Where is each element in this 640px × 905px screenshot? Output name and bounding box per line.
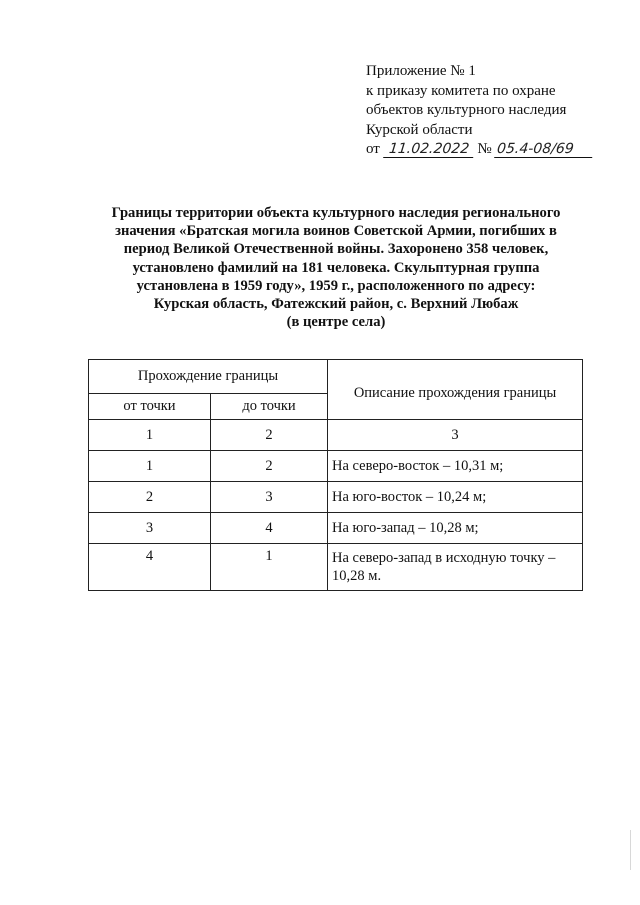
title-line: значения «Братская могила воинов Советской Армии, погибших в	[115, 223, 557, 240]
column-number-row	[89, 420, 583, 451]
table-row	[89, 513, 583, 544]
appendix-order-ref: к приказу комитета по охране	[366, 82, 556, 99]
header-boundary-passage: Прохождение границы	[89, 360, 328, 394]
column-number: 3	[328, 420, 583, 451]
header-boundary-description: Описание прохождения границы	[328, 360, 583, 420]
from-point-cell: 2	[89, 482, 211, 513]
appendix-title: Приложение № 1	[366, 63, 476, 79]
header-to-point: до точки	[211, 394, 328, 420]
table-row	[89, 544, 583, 591]
title-line: (в центре села)	[286, 314, 386, 331]
from-point-cell: 1	[89, 451, 211, 482]
number-label: №	[477, 141, 492, 157]
from-point-cell: 3	[89, 513, 211, 544]
title-line: Курская область, Фатежский район, с. Верхний Любаж	[153, 296, 519, 313]
title-line: установлена в 1959 году», 1959 г., расположенного по адресу:	[136, 277, 536, 294]
description-cell: На северо-восток – 10,31 м;	[328, 451, 583, 482]
appendix-date-number-line	[366, 140, 626, 160]
to-point-cell: 3	[211, 482, 328, 513]
description-cell: На северо-запад в исходную точку – 10,28 м.	[328, 544, 583, 591]
column-number: 2	[211, 420, 328, 451]
from-point-cell: 4	[89, 544, 211, 591]
appendix-committee: объектов культурного наследия	[366, 102, 567, 118]
title-line: Границы территории объекта культурного наследия регионального	[111, 205, 561, 221]
to-point-cell: 4	[211, 513, 328, 544]
column-number: 1	[89, 420, 211, 451]
description-cell: На юго-восток – 10,24 м;	[328, 482, 583, 513]
table-row	[89, 482, 583, 513]
table-row	[89, 451, 583, 482]
appendix-region: Курской области	[366, 121, 473, 138]
document-title	[86, 204, 586, 331]
scan-edge-mark	[630, 830, 631, 870]
title-line: период Великой Отечественной войны. Захоронено 358 человек,	[123, 241, 549, 258]
boundary-table	[88, 359, 583, 591]
to-point-cell: 1	[211, 544, 328, 591]
description-cell: На юго-запад – 10,28 м;	[328, 513, 583, 544]
from-label: от	[366, 141, 380, 157]
appendix-header	[366, 62, 626, 160]
order-number: 05.4-08/69	[495, 142, 595, 158]
to-point-cell: 2	[211, 451, 328, 482]
order-date: 11.02.2022	[383, 142, 475, 158]
title-line: установлено фамилий на 181 человека. Скульптурная группа	[132, 259, 540, 276]
header-from-point: от точки	[89, 394, 211, 420]
